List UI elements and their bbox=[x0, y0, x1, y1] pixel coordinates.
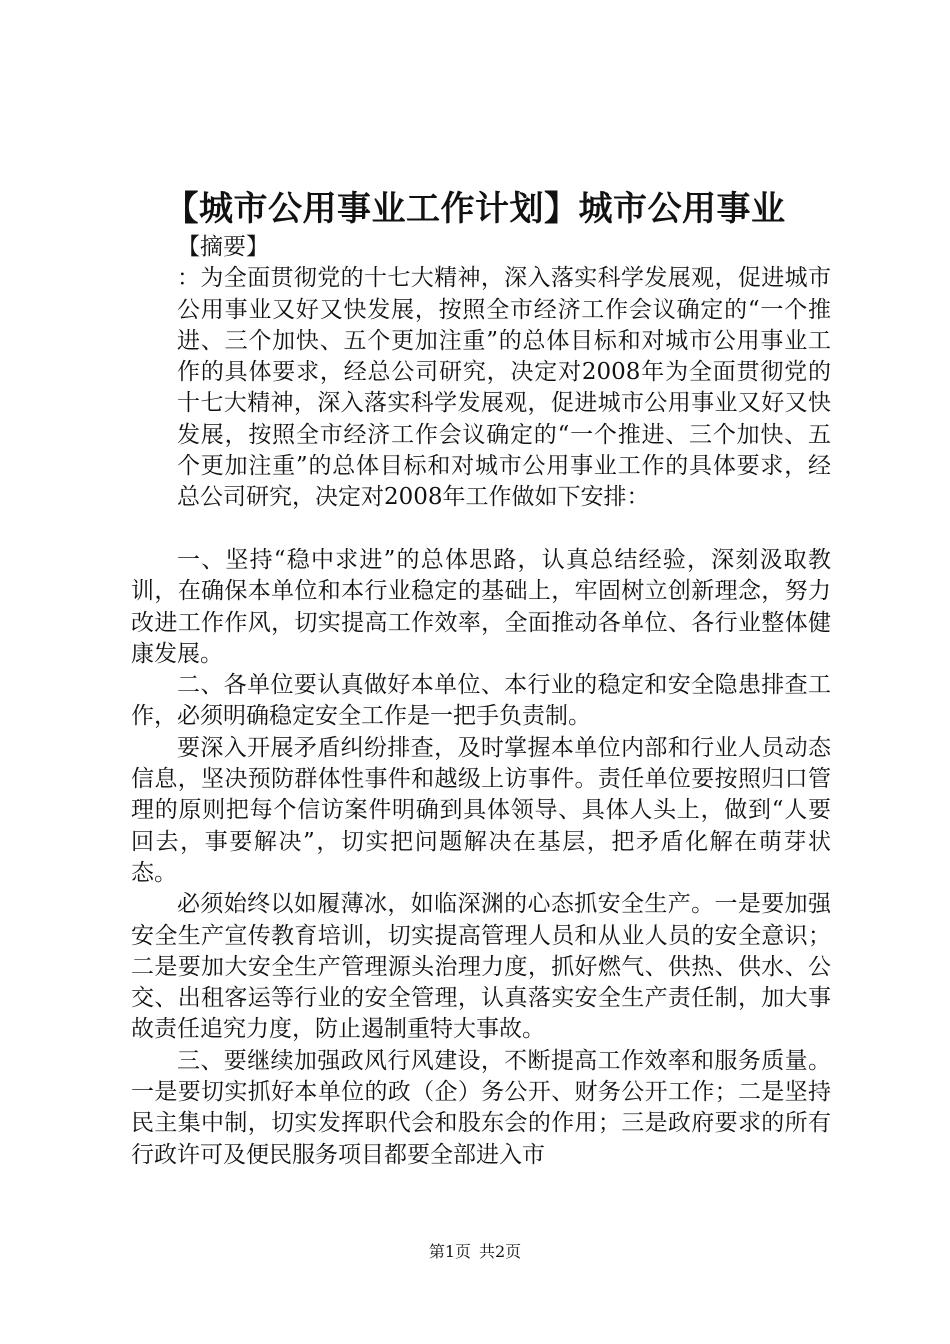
document-title: 【城市公用事业工作计划】城市公用事业 bbox=[164, 189, 786, 229]
body-paragraph: 三、要继续加强政风行风建设，不断提高工作效率和服务质量。一是要切实抓好本单位的政（企）务公开、财务公开工作；二是坚持民主集中制，切实发挥职代会和股东会的作用；三是政府要求的所有行政许可及便民服务项目都要全部进入市 bbox=[131, 1047, 831, 1168]
body-paragraph: 二、各单位要认真做好本单位、本行业的稳定和安全隐患排查工作，必须明确稳定安全工作是一把手负责制。 bbox=[131, 672, 831, 730]
body-paragraph: 必须始终以如履薄冰，如临深渊的心态抓安全生产。一是要加强安全生产宣传教育培训，切实提高管理人员和从业人员的安全意识；二是要加大安全生产管理源头治理力度，抓好燃气、供热、供水、公交、出租客运等行业的安全管理，认真落实安全生产责任制，加大事故责任追究力度，防止遏制重特大事故。 bbox=[131, 891, 831, 1043]
page-footer bbox=[0, 1242, 950, 1262]
document-body bbox=[131, 232, 831, 1171]
page-number: 第1页 bbox=[428, 1242, 471, 1261]
body-paragraph: 要深入开展矛盾纠纷排查，及时掌握本单位内部和行业人员动态信息，坚决预防群体性事件和越级上访事件。责任单位要按照归口管理的原则把每个信访案件明确到具体领导、具体人头上，做到“人要回去，事要解决”，切实把问题解决在基层，把矛盾化解在萌芽状态。 bbox=[131, 734, 831, 886]
paragraph-spacer bbox=[131, 514, 831, 545]
abstract-label: 【摘要】 bbox=[177, 234, 269, 260]
body-paragraph: 一、坚持“稳中求进”的总体思路，认真总结经验，深刻汲取教训，在确保本单位和本行业稳定的基础上，牢固树立创新理念，努力改进工作作风，切实提高工作效率，全面推动各单位、各行业整体健康发展。 bbox=[131, 546, 831, 667]
page-total: 共2页 bbox=[479, 1242, 522, 1261]
abstract-paragraph: ：为全面贯彻党的十七大精神，深入落实科学发展观，促进城市公用事业又好又快发展，按照全市经济工作会议确定的“一个推进、三个加快、五个更加注重”的总体目标和对城市公用事业工作的具体要求，经总公司研究，决定对2008年为全面贯彻党的十七大精神，深入落实科学发展观，促进城市公用事业又好又快发展，按照全市经济工作会议确定的“一个推进、三个加快、五个更加注重”的总体目标和对城市公用事业工作的具体要求，经总公司研究，决定对2008年工作做如下安排： bbox=[177, 265, 831, 511]
